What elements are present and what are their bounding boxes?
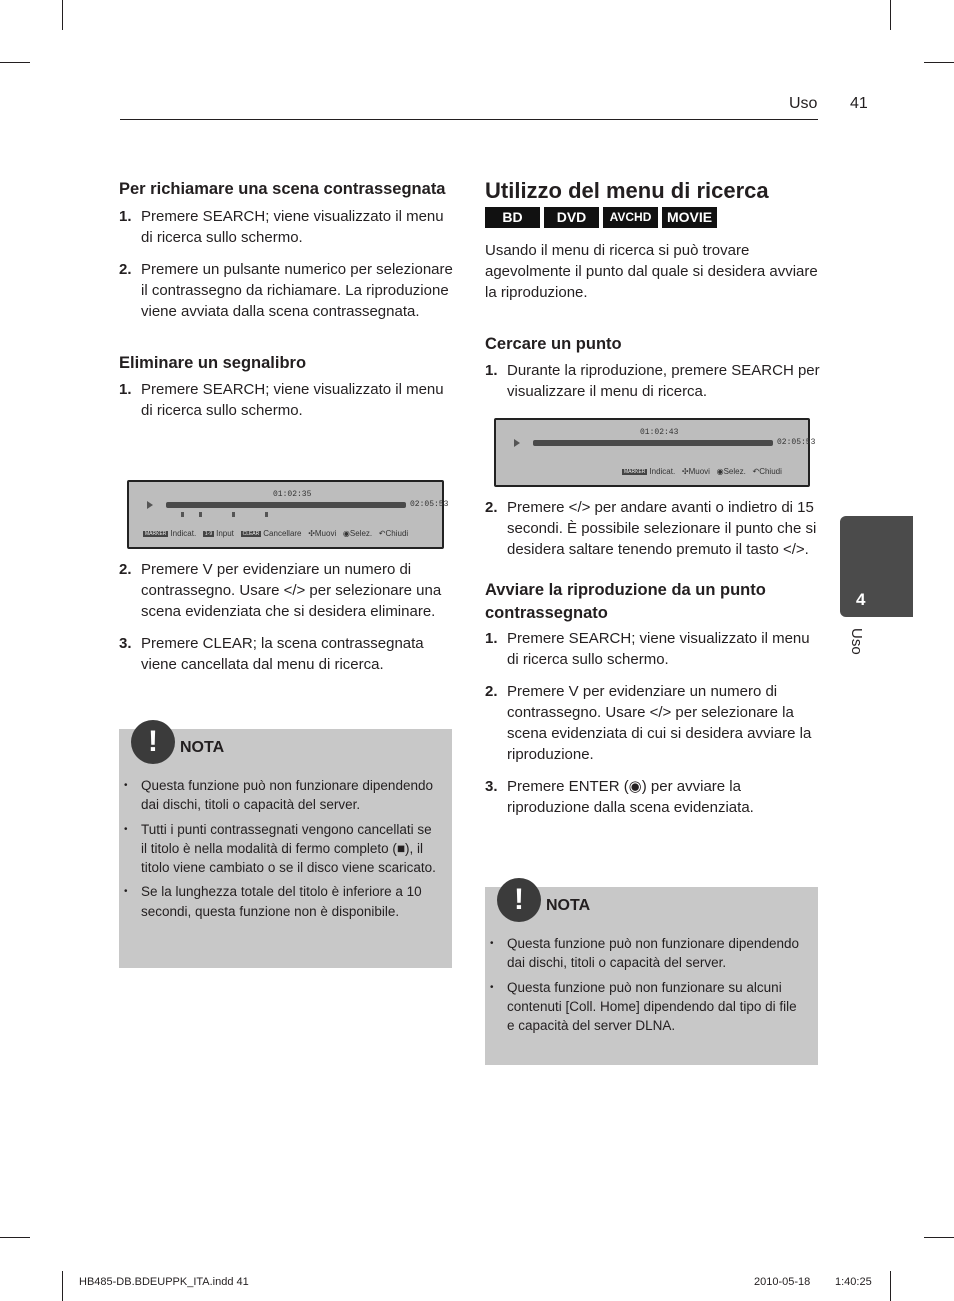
note-item: • Questa funzione può non funzionare dipendendo dai dischi, titoli o capacità del server. xyxy=(119,776,439,815)
crop-mark xyxy=(890,1271,891,1301)
search-menu-screenshot xyxy=(127,480,449,549)
running-header-section: Uso xyxy=(789,95,818,112)
current-time: 01:02:43 xyxy=(640,428,679,437)
crop-mark xyxy=(924,1237,954,1238)
exclamation-icon: ! xyxy=(497,878,541,922)
left-column xyxy=(119,178,454,432)
move-icon: ✣ xyxy=(681,467,689,476)
disc-type-badges xyxy=(485,207,820,228)
marker-tick xyxy=(181,512,184,517)
step: 2. Premere un pulsante numerico per selezionare il contrassegno da richiamare. La riproduzione viene avviata dalla scena contrassegnata. xyxy=(119,261,453,320)
chapter-label: Uso xyxy=(848,628,865,655)
section-title: Cercare un punto xyxy=(485,335,622,353)
marker-tick xyxy=(199,512,202,517)
note-box xyxy=(485,883,818,1065)
badge-dvd: DVD xyxy=(544,207,599,228)
steps-list xyxy=(119,206,454,322)
progress-bar xyxy=(533,440,773,446)
crop-mark xyxy=(0,62,30,63)
total-time: 02:05:53 xyxy=(777,438,816,447)
section-title: Avviare la riproduzione da un punto contrassegnato xyxy=(485,581,766,622)
marker-key-icon: MARKER xyxy=(145,530,167,537)
step: 3. Premere CLEAR; la scena contrassegnata viene cancellata dal menu di ricerca. xyxy=(119,635,424,673)
step: 2. Premere V per evidenziare un numero di contrassegno. Usare </> per selezionare la scena evidenziata di cui si desidera avviare la riproduzione. xyxy=(485,683,812,763)
section-title: Eliminare un segnalibro xyxy=(119,354,307,372)
step: 3. Premere ENTER (◉) per avviare la riproduzione dalla scena evidenziata. xyxy=(485,778,754,816)
note-box xyxy=(119,725,452,968)
note-item: • Tutti i punti contrassegnati vengono cancellati se il titolo è nella modalità di fermo completo (■), il titolo viene cambiato o se il disco viene scaricato. xyxy=(119,820,439,878)
step: 1. Premere SEARCH; viene visualizzato il menu di ricerca sullo schermo. xyxy=(119,381,444,419)
marker-tick xyxy=(232,512,235,517)
steps-list xyxy=(485,497,820,560)
marker-tick xyxy=(265,512,268,517)
chapter-tab xyxy=(840,516,913,617)
crop-mark xyxy=(62,0,63,30)
osd-legend: MARKER Indicat. ✣Muovi ◉Selez. ↶Chiudi xyxy=(624,467,782,476)
badge-bd: BD xyxy=(485,207,540,228)
step: 1. Durante la riproduzione, premere SEARCH per visualizzare il menu di ricerca. xyxy=(485,362,820,400)
osd-legend: MARKER Indicat. 1-9 Input CLEAR Cancellare ✣Muovi ◉Selez. ↶Chiudi xyxy=(145,529,409,538)
note-title: NOTA xyxy=(546,897,591,914)
footer-filename: HB485-DB.BDEUPPK_ITA.indd 41 xyxy=(79,1276,249,1288)
steps-list xyxy=(119,379,454,421)
step: 1. Premere SEARCH; viene visualizzato il menu di ricerca sullo schermo. xyxy=(119,208,444,246)
note-list xyxy=(119,776,439,926)
footer-date: 2010-05-18 xyxy=(754,1276,811,1288)
right-column-continued xyxy=(485,497,820,829)
note-item: • Se la lunghezza totale del titolo è inferiore a 10 secondi, questa funzione non è disponibile. xyxy=(119,882,439,921)
steps-list xyxy=(485,360,820,402)
badge-avchd: AVCHD xyxy=(603,207,658,228)
crop-mark xyxy=(0,1237,30,1238)
marker-key-icon: MARKER xyxy=(624,468,646,475)
return-icon: ↶ xyxy=(378,529,386,538)
right-column xyxy=(485,177,820,413)
note-item: • Questa funzione può non funzionare dipendendo dai dischi, titoli o capacità del server. xyxy=(485,934,805,973)
play-icon xyxy=(147,501,153,509)
step: 1. Premere SEARCH; viene visualizzato il menu di ricerca sullo schermo. xyxy=(485,630,810,668)
crop-mark xyxy=(924,62,954,63)
intro-paragraph: Usando il menu di ricerca si può trovare agevolmente il punto dal quale si desidera avviare la riproduzione. xyxy=(485,242,818,301)
section-title: Per richiamare una scena contrassegnata xyxy=(119,180,446,198)
exclamation-icon: ! xyxy=(131,720,175,764)
note-title: NOTA xyxy=(180,739,225,756)
enter-icon: ◉ xyxy=(716,467,724,476)
steps-list xyxy=(119,559,454,675)
progress-bar xyxy=(166,502,406,508)
step: 2. Premere </> per andare avanti o indietro di 15 secondi. È possibile selezionare il punto che si desidera saltare tenendo premuto il tasto </>. xyxy=(485,499,817,558)
step: 2. Premere V per evidenziare un numero di contrassegno. Usare </> per selezionare una scena evidenziata che si desidera eliminare. xyxy=(119,561,442,620)
footer-time: 1:40:25 xyxy=(835,1276,872,1288)
crop-mark xyxy=(62,1271,63,1301)
page-title: Utilizzo del menu di ricerca xyxy=(485,178,769,203)
steps-list xyxy=(485,628,820,818)
clear-key-icon: CLEAR xyxy=(242,530,260,537)
current-time: 01:02:35 xyxy=(273,490,312,499)
move-icon: ✣ xyxy=(308,529,315,538)
return-icon: ↶ xyxy=(752,467,760,476)
note-list xyxy=(485,934,805,1040)
page-number: 41 xyxy=(850,95,868,112)
left-column-continued xyxy=(119,559,454,686)
crop-mark xyxy=(890,0,891,30)
note-item: • Questa funzione può non funzionare su alcuni contenuti [Coll. Home] dipendendo dal tipo di file e capacità del server DLNA. xyxy=(485,978,805,1036)
header-rule xyxy=(120,119,818,120)
enter-icon: ◉ xyxy=(342,529,350,538)
number-key-icon: 1-9 xyxy=(204,530,213,537)
play-icon xyxy=(514,439,520,447)
total-time: 02:05:53 xyxy=(410,500,449,509)
chapter-number: 4 xyxy=(856,590,866,609)
badge-movie: MOVIE xyxy=(662,207,717,228)
search-menu-screenshot xyxy=(494,418,816,487)
